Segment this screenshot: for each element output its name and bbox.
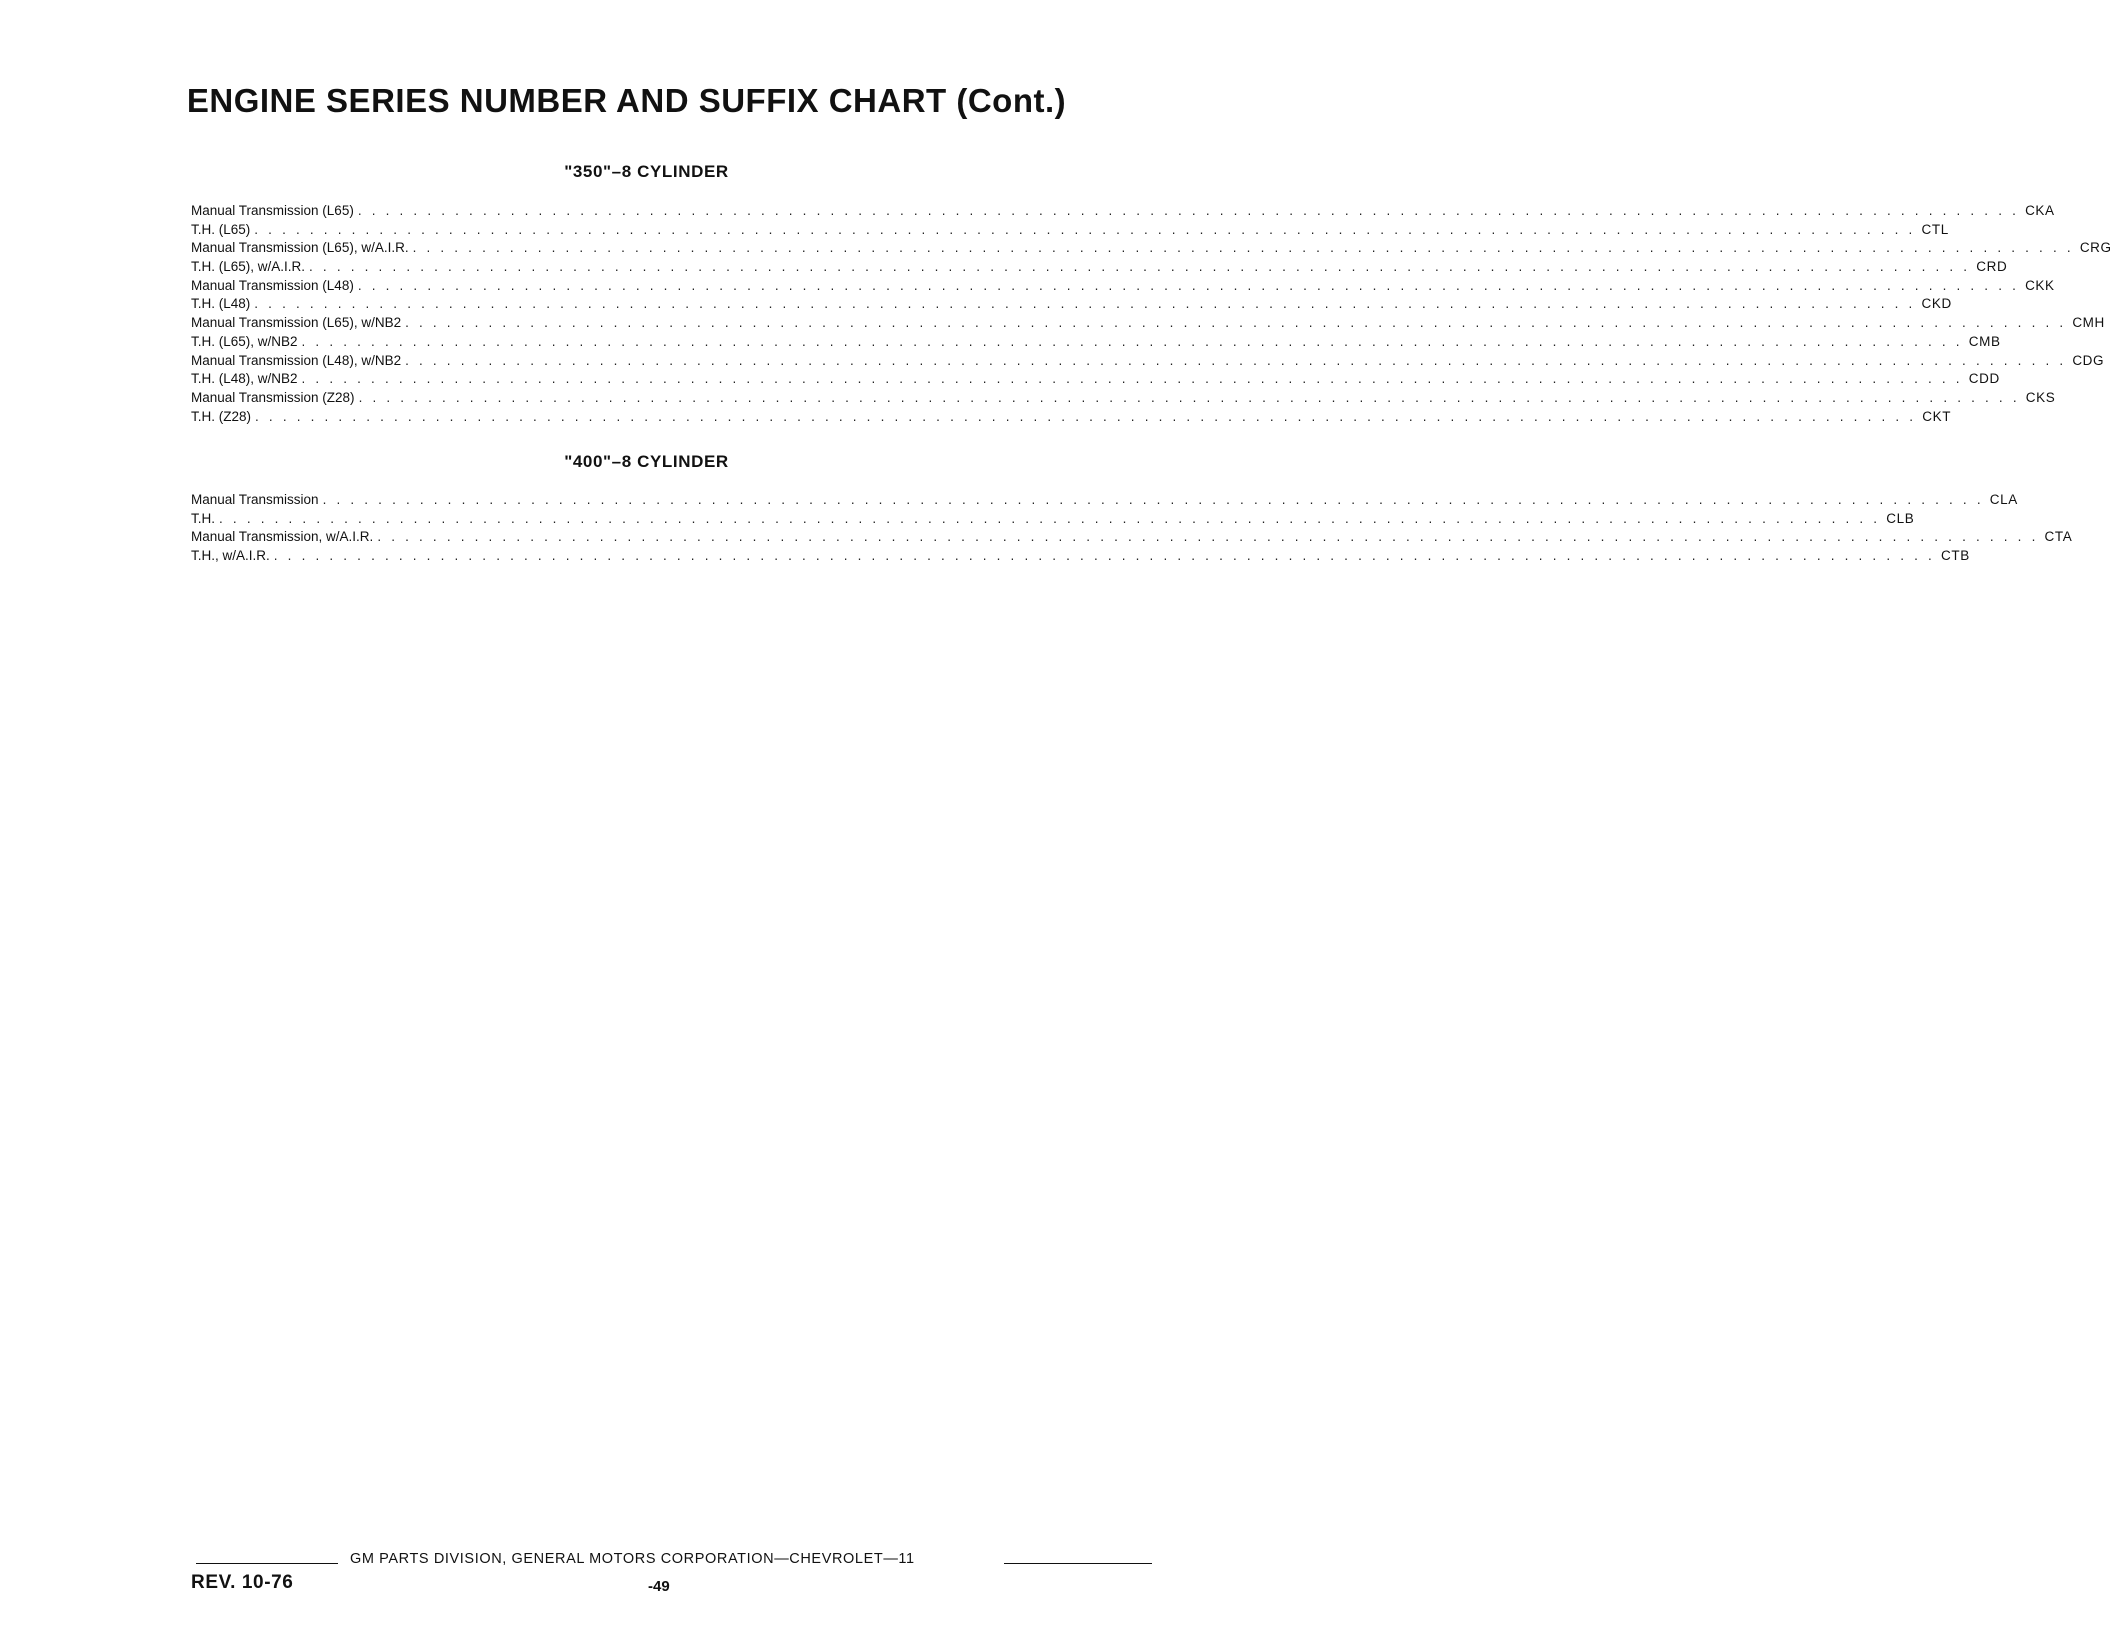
dot-leader: . . . . . . . . . . . . . . . . . . . . . . . . . . . . . . . . . . . . . . . . . . . . . . . . . . . . . . . . . . . . . . . . . . . . . . . . . . . . . . . . . . . . . . . . . . . . . . . . . . . . . . . . . . . . . . . . . . . . . . . .	[358, 389, 2020, 405]
list-item	[191, 258, 2008, 277]
entry-label: Manual Transmission (L65), w/NB2	[191, 315, 402, 331]
dot-leader: . . . . . . . . . . . . . . . . . . . . . . . . . . . . . . . . . . . . . . . . . . . . . . . . . . . . . . . . . . . . . . . . . . . . . . . . . . . . . . . . . . . . . . . . . . . . . . . . . . . . . . . . . . . . . . . . . . . . . . . .	[412, 240, 2074, 256]
list-item	[191, 491, 2018, 510]
entry-label: Manual Transmission (L65), w/A.I.R.	[191, 240, 409, 256]
entry-label: T.H. (L48)	[191, 296, 251, 312]
revision-label: REV. 10-76	[191, 1572, 294, 1593]
list-item	[191, 510, 1915, 529]
list-item	[191, 352, 2105, 371]
dot-leader: . . . . . . . . . . . . . . . . . . . . . . . . . . . . . . . . . . . . . . . . . . . . . . . . . . . . . . . . . . . . . . . . . . . . . . . . . . . . . . . . . . . . . . . . . . . . . . . . . . . . . . . . . . . . . . . . . . . . . . . .	[357, 203, 2020, 218]
dot-leader: . . . . . . . . . . . . . . . . . . . . . . . . . . . . . . . . . . . . . . . . . . . . . . . . . . . . . . . . . . . . . . . . . . . . . . . . . . . . . . . . . . . . . . . . . . . . . . . . . . . . . . . . . . . . . . . . . . . . . . . .	[322, 492, 1984, 507]
entry-label: T.H., w/A.I.R.	[191, 548, 270, 564]
entry-list-400	[191, 491, 2073, 566]
list-item	[191, 389, 2056, 408]
entry-label: Manual Transmission, w/A.I.R.	[191, 529, 374, 545]
entry-label: Manual Transmission (L48)	[191, 277, 354, 293]
dot-leader: . . . . . . . . . . . . . . . . . . . . . . . . . . . . . . . . . . . . . . . . . . . . . . . . . . . . . . . . . . . . . . . . . . . . . . . . . . . . . . . . . . . . . . . . . . . . . . . . . . . . . . . . . . . . . . . . . . . . . . . .	[405, 352, 2067, 368]
list-item	[191, 221, 1949, 240]
entry-label: Manual Transmission (L48), w/NB2	[191, 352, 402, 368]
entry-label: T.H. (L48), w/NB2	[191, 371, 298, 387]
page-number: -49	[648, 1578, 670, 1595]
list-item	[191, 295, 1952, 314]
dot-leader: . . . . . . . . . . . . . . . . . . . . . . . . . . . . . . . . . . . . . . . . . . . . . . . . . . . . . . . . . . . . . . . . . . . . . . . . . . . . . . . . . . . . . . . . . . . . . . . . . . . . . . . . . . . . . . . . . . . . . . . .	[254, 221, 1916, 237]
footer-rule-left	[196, 1563, 338, 1564]
suffix-code: CMB	[1968, 333, 2001, 349]
dot-leader: . . . . . . . . . . . . . . . . . . . . . . . . . . . . . . . . . . . . . . . . . . . . . . . . . . . . . . . . . . . . . . . . . . . . . . . . . . . . . . . . . . . . . . . . . . . . . . . . . . . . . . . . . . . . . . . . . . . . . . . .	[255, 408, 1917, 424]
dot-leader: . . . . . . . . . . . . . . . . . . . . . . . . . . . . . . . . . . . . . . . . . . . . . . . . . . . . . . . . . . . . . . . . . . . . . . . . . . . . . . . . . . . . . . . . . . . . . . . . . . . . . . . . . . . . . . . . . . . . . . . .	[405, 315, 2067, 331]
entry-label: Manual Transmission (L65)	[191, 203, 354, 218]
suffix-code: CKT	[1922, 408, 1952, 424]
entry-label: Manual Transmission	[191, 492, 319, 507]
dot-leader: . . . . . . . . . . . . . . . . . . . . . . . . . . . . . . . . . . . . . . . . . . . . . . . . . . . . . . . . . . . . . . . . . . . . . . . . . . . . . . . . . . . . . . . . . . . . . . . . . . . . . . . . . . . . . . . . . . . . . . . .	[377, 529, 2039, 545]
dot-leader: . . . . . . . . . . . . . . . . . . . . . . . . . . . . . . . . . . . . . . . . . . . . . . . . . . . . . . . . . . . . . . . . . . . . . . . . . . . . . . . . . . . . . . . . . . . . . . . . . . . . . . . . . . . . . . . . . . . . . . . .	[357, 277, 2020, 293]
dot-leader: . . . . . . . . . . . . . . . . . . . . . . . . . . . . . . . . . . . . . . . . . . . . . . . . . . . . . . . . . . . . . . . . . . . . . . . . . . . . . . . . . . . . . . . . . . . . . . . . . . . . . . . . . . . . . . . . . . . . . . . .	[219, 510, 1881, 526]
entry-label: T.H. (L65), w/NB2	[191, 333, 298, 349]
dot-leader: . . . . . . . . . . . . . . . . . . . . . . . . . . . . . . . . . . . . . . . . . . . . . . . . . . . . . . . . . . . . . . . . . . . . . . . . . . . . . . . . . . . . . . . . . . . . . . . . . . . . . . . . . . . . . . . . . . . . . . . .	[273, 548, 1935, 564]
page-title: ENGINE SERIES NUMBER AND SUFFIX CHART (Cont.)	[186, 82, 1067, 119]
footer-rule-right	[1004, 1563, 1152, 1564]
dot-leader: . . . . . . . . . . . . . . . . . . . . . . . . . . . . . . . . . . . . . . . . . . . . . . . . . . . . . . . . . . . . . . . . . . . . . . . . . . . . . . . . . . . . . . . . . . . . . . . . . . . . . . . . . . . . . . . . . . . . . . . .	[301, 371, 1963, 387]
entry-label: T.H. (L65), w/A.I.R.	[191, 259, 306, 275]
section-heading-400: "400"–8 CYLINDER	[564, 452, 729, 471]
entry-label: T.H. (Z28)	[191, 408, 252, 424]
list-item	[191, 370, 2000, 389]
suffix-code: CKA	[2025, 203, 2055, 218]
list-item	[191, 408, 1952, 427]
dot-leader: . . . . . . . . . . . . . . . . . . . . . . . . . . . . . . . . . . . . . . . . . . . . . . . . . . . . . . . . . . . . . . . . . . . . . . . . . . . . . . . . . . . . . . . . . . . . . . . . . . . . . . . . . . . . . . . . . . . . . . . .	[254, 296, 1916, 312]
suffix-code: CTA	[2044, 529, 2073, 545]
suffix-code: CTB	[1941, 548, 1970, 564]
entry-label: Manual Transmission (Z28)	[191, 389, 355, 405]
footer-publisher: GM PARTS DIVISION, GENERAL MOTORS CORPORATION—CHEVROLET—11	[350, 1551, 915, 1567]
dot-leader: . . . . . . . . . . . . . . . . . . . . . . . . . . . . . . . . . . . . . . . . . . . . . . . . . . . . . . . . . . . . . . . . . . . . . . . . . . . . . . . . . . . . . . . . . . . . . . . . . . . . . . . . . . . . . . . . . . . . . . . .	[301, 333, 1963, 349]
suffix-code: CKD	[1921, 296, 1952, 312]
entry-label: T.H.	[191, 510, 216, 526]
list-item	[191, 202, 2055, 221]
list-item	[191, 314, 2105, 333]
suffix-code: CKS	[2025, 389, 2056, 405]
list-item	[191, 277, 2055, 296]
list-item	[191, 239, 2112, 258]
list-item	[191, 333, 2001, 352]
suffix-code: CTL	[1921, 221, 1949, 237]
suffix-code: CMH	[2072, 315, 2105, 331]
suffix-code: CLB	[1886, 510, 1915, 526]
list-item	[191, 528, 2073, 547]
entry-label: T.H. (L65)	[191, 221, 251, 237]
suffix-code: CKK	[2025, 277, 2055, 293]
suffix-code: CDD	[1968, 371, 2000, 387]
suffix-code: CLA	[1989, 492, 2018, 507]
suffix-code: CRG	[2079, 240, 2112, 256]
entry-list-350	[191, 202, 2112, 426]
list-item	[191, 547, 1970, 566]
dot-leader: . . . . . . . . . . . . . . . . . . . . . . . . . . . . . . . . . . . . . . . . . . . . . . . . . . . . . . . . . . . . . . . . . . . . . . . . . . . . . . . . . . . . . . . . . . . . . . . . . . . . . . . . . . . . . . . . . . . . . . . .	[309, 259, 1971, 275]
section-heading-350: "350"–8 CYLINDER	[564, 162, 729, 181]
suffix-code: CRD	[1976, 259, 2008, 275]
suffix-code: CDG	[2072, 352, 2105, 368]
